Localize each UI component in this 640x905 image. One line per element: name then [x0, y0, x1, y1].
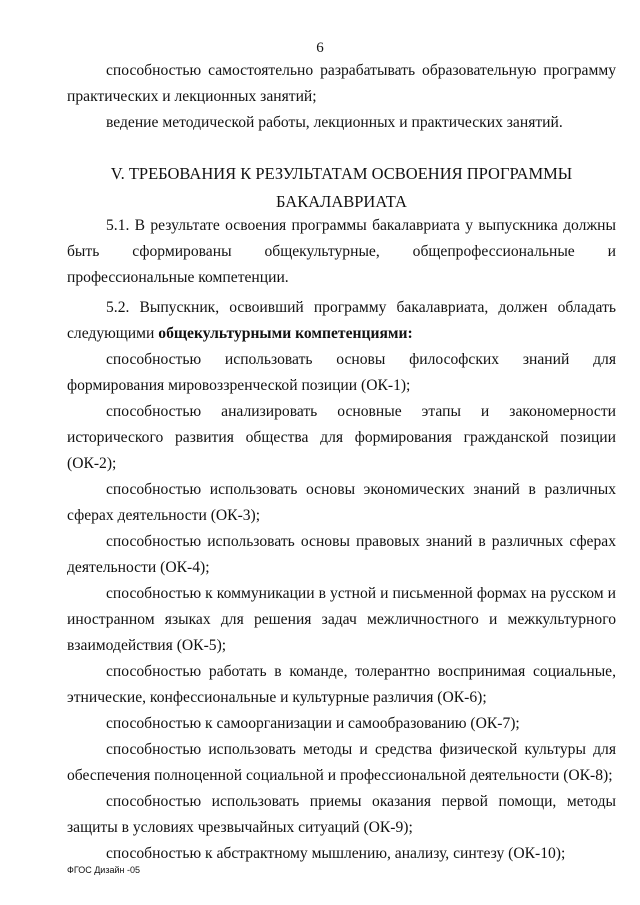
section-heading-line-1: V. ТРЕБОВАНИЯ К РЕЗУЛЬТАТАМ ОСВОЕНИЯ ПРОГРАММЫ: [110, 164, 573, 183]
section-heading-line-2: БАКАЛАВРИАТА: [276, 192, 407, 211]
competence-item-ok-10: способностью к абстрактному мышлению, анализу, синтезу (ОК-10);: [106, 845, 566, 862]
intro-paragraph-1: способностью самостоятельно разрабатывать образовательную программу практических и лекционных занятий;: [67, 62, 616, 105]
paragraph-5-2-bold: общекультурными компетенциями:: [158, 325, 413, 342]
competence-item-ok-7: способностью к самоорганизации и самообразованию (ОК-7);: [106, 715, 520, 732]
competence-item-ok-5: способностью к коммуникации в устной и письменной формах на русском и иностранном языках для решения задач межличностного и межкультурного взаимодействия (ОК-5);: [67, 585, 616, 654]
section-heading: [67, 160, 616, 216]
competence-item-ok-1: способностью использовать основы философских знаний для формирования мировоззренческой позиции (ОК-1);: [67, 351, 616, 394]
section-body: [67, 213, 616, 867]
competence-item-ok-6: способностью работать в команде, толерантно воспринимая социальные, этнические, конфессиональные и культурные различия (ОК-6);: [67, 663, 616, 706]
paragraph-5-1: 5.1. В результате освоения программы бакалавриата у выпускника должны быть сформированы общекультурные, общепрофессиональные и профессиональные компетенции.: [67, 217, 616, 286]
intro-block: [67, 58, 616, 136]
competence-item-ok-4: способностью использовать основы правовых знаний в различных сферах деятельности (ОК-4);: [67, 533, 616, 576]
competence-item-ok-8: способностью использовать методы и средства физической культуры для обеспечения полноценной социальной и профессиональной деятельности (ОК-8);: [67, 741, 616, 784]
paragraph-5-2-text: 5.2. Выпускник, освоивший программу бакалавриата, должен обладать следующими: [67, 299, 616, 342]
footer-code: ФГОС Дизайн -05: [67, 865, 140, 875]
competence-item-ok-2: способностью анализировать основные этапы и закономерности исторического развития общества для формирования гражданской позиции (ОК-2);: [67, 403, 616, 472]
intro-paragraph-2: ведение методической работы, лекционных и практических занятий.: [106, 114, 563, 131]
competence-item-ok-3: способностью использовать основы экономических знаний в различных сферах деятельности (ОК-3);: [67, 481, 616, 524]
paragraph-5-2: [67, 295, 616, 347]
page-number: 6: [316, 40, 324, 56]
competence-item-ok-9: способностью использовать приемы оказания первой помощи, методы защиты в условиях чрезвычайных ситуаций (ОК-9);: [67, 793, 616, 836]
